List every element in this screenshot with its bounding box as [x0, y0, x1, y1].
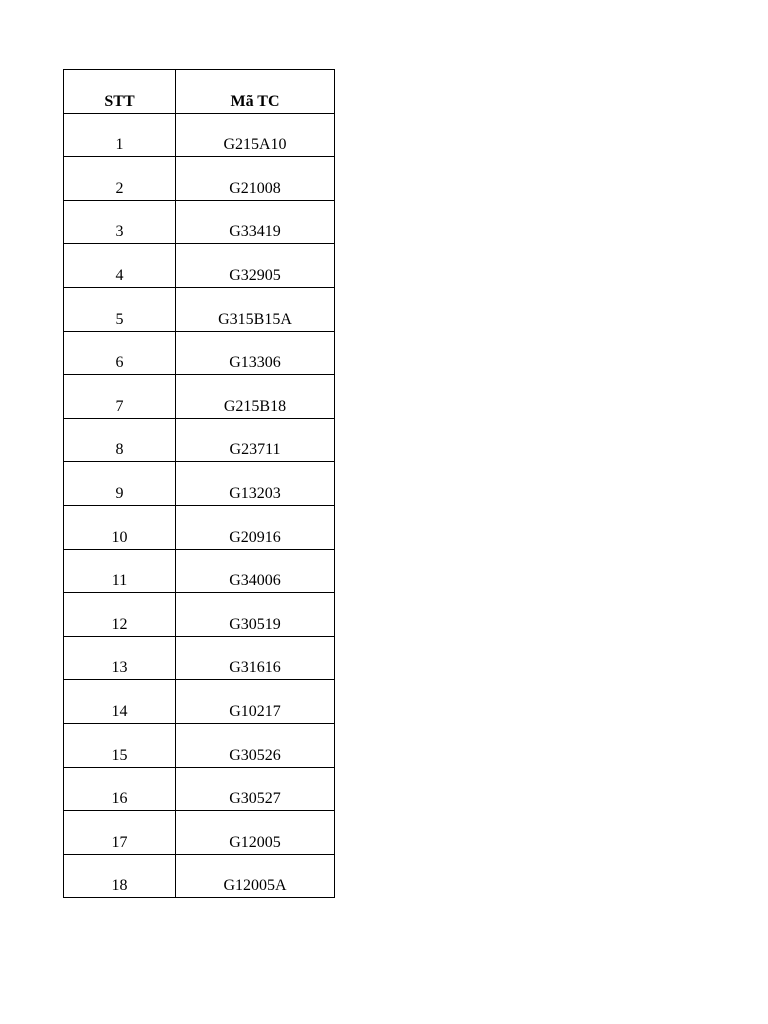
ma-tc-cell: [176, 113, 335, 157]
stt-cell: [64, 593, 176, 637]
ma-tc-value: G21008: [229, 179, 281, 197]
stt-value: 6: [115, 354, 124, 372]
table-header: [64, 70, 335, 114]
stt-cell: [64, 200, 176, 244]
table-row: [64, 505, 335, 549]
table-row: [64, 854, 335, 898]
table-row: [64, 767, 335, 811]
stt-value: 3: [115, 223, 124, 241]
stt-cell: [64, 331, 176, 375]
ma-tc-cell: [176, 593, 335, 637]
ma-tc-cell: [176, 157, 335, 201]
stt-cell: [64, 287, 176, 331]
stt-cell: [64, 462, 176, 506]
ma-tc-value: G215B18: [223, 397, 287, 415]
table-row: [64, 811, 335, 855]
ma-tc-value: G12005: [229, 833, 281, 851]
header-row: [64, 70, 335, 114]
ma-tc-cell: [176, 331, 335, 375]
header-stt-label: STT: [104, 92, 135, 110]
ma-tc-cell: [176, 811, 335, 855]
ma-tc-cell: [176, 505, 335, 549]
stt-value: 12: [111, 615, 128, 633]
stt-value: 8: [115, 441, 124, 459]
table-row: [64, 200, 335, 244]
ma-tc-cell: [176, 244, 335, 288]
stt-value: 4: [115, 266, 124, 284]
stt-cell: [64, 723, 176, 767]
ma-tc-value: G23711: [229, 441, 281, 459]
table-row: [64, 636, 335, 680]
table-row: [64, 723, 335, 767]
ma-tc-cell: [176, 723, 335, 767]
ma-tc-cell: [176, 200, 335, 244]
stt-value: 17: [111, 833, 128, 851]
stt-value: 16: [111, 790, 128, 808]
table-row: [64, 331, 335, 375]
stt-cell: [64, 505, 176, 549]
code-table: [63, 69, 335, 898]
ma-tc-value: G30527: [229, 790, 281, 808]
stt-cell: [64, 418, 176, 462]
ma-tc-cell: [176, 462, 335, 506]
ma-tc-value: G32905: [229, 266, 281, 284]
ma-tc-cell: [176, 287, 335, 331]
ma-tc-value: G215A10: [223, 136, 287, 154]
table-row: [64, 462, 335, 506]
stt-value: 11: [111, 572, 128, 590]
table-row: [64, 680, 335, 724]
ma-tc-cell: [176, 549, 335, 593]
ma-tc-cell: [176, 418, 335, 462]
stt-value: 10: [111, 528, 128, 546]
table-row: [64, 593, 335, 637]
stt-cell: [64, 244, 176, 288]
ma-tc-value: G13306: [229, 354, 281, 372]
stt-cell: [64, 375, 176, 419]
table-body: [64, 113, 335, 898]
ma-tc-value: G12005A: [223, 877, 287, 895]
table-row: [64, 418, 335, 462]
ma-tc-value: G31616: [229, 659, 281, 677]
stt-cell: [64, 549, 176, 593]
ma-tc-value: G20916: [229, 528, 281, 546]
ma-tc-value: G30519: [229, 615, 281, 633]
ma-tc-cell: [176, 636, 335, 680]
stt-value: 5: [115, 310, 124, 328]
stt-cell: [64, 854, 176, 898]
stt-value: 2: [115, 179, 124, 197]
ma-tc-cell: [176, 767, 335, 811]
stt-value: 1: [115, 136, 124, 154]
stt-cell: [64, 811, 176, 855]
stt-cell: [64, 113, 176, 157]
ma-tc-value: G10217: [229, 702, 281, 720]
ma-tc-value: G315B15A: [218, 310, 292, 328]
header-ma-tc: [176, 70, 335, 114]
stt-value: 9: [115, 484, 124, 502]
table-row: [64, 113, 335, 157]
table-row: [64, 244, 335, 288]
ma-tc-cell: [176, 854, 335, 898]
stt-value: 14: [111, 702, 128, 720]
ma-tc-cell: [176, 375, 335, 419]
stt-cell: [64, 157, 176, 201]
table-row: [64, 549, 335, 593]
stt-value: 18: [111, 877, 128, 895]
ma-tc-value: G34006: [229, 572, 281, 590]
stt-value: 7: [115, 397, 124, 415]
stt-cell: [64, 680, 176, 724]
ma-tc-value: G33419: [229, 223, 281, 241]
header-stt: [64, 70, 176, 114]
table-row: [64, 157, 335, 201]
stt-value: 15: [111, 746, 128, 764]
stt-cell: [64, 767, 176, 811]
header-ma-tc-label: Mã TC: [230, 92, 280, 110]
table-row: [64, 287, 335, 331]
table-row: [64, 375, 335, 419]
ma-tc-value: G13203: [229, 484, 281, 502]
ma-tc-value: G30526: [229, 746, 281, 764]
stt-value: 13: [111, 659, 128, 677]
ma-tc-cell: [176, 680, 335, 724]
stt-cell: [64, 636, 176, 680]
